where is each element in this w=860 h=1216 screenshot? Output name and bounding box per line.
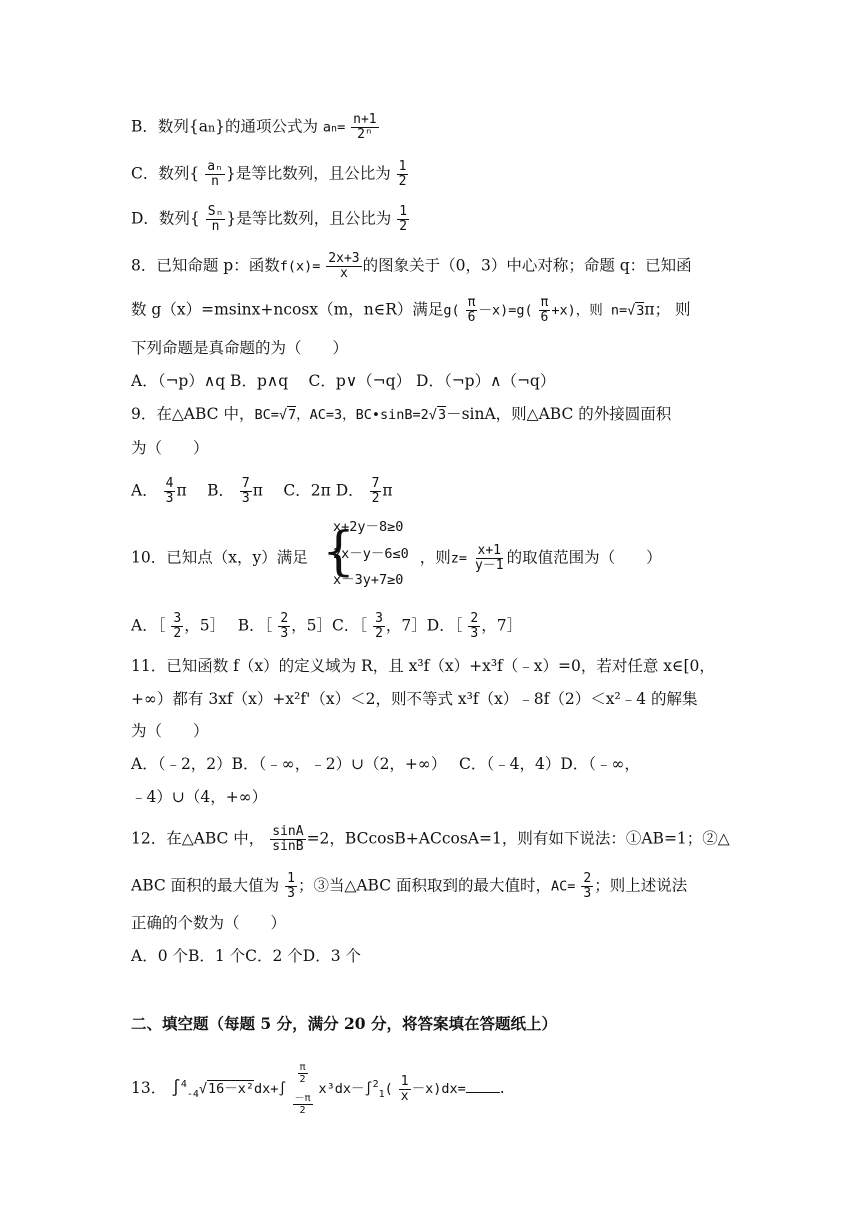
q7-option-c: C．数列{ $\frac{\text{aₙ}}{n}$ }是等比数列，且公比为 $\frac{1}{2}$: [131, 159, 407, 189]
q11-line-3: 为（ ）: [131, 722, 209, 740]
answer-blank[interactable]: [466, 1080, 500, 1093]
q12-options: A．0 个B．1 个C．2 个D．3 个: [131, 947, 362, 965]
q7-option-d: D．数列{ $\frac{\text{Sₙ}}{n}$ }是等比数列，且公比为 $\frac{1}{2}$: [131, 204, 408, 234]
q13-question: 13． ∫$^4_{-4}$√16－x²dx+∫ $\frac{\pi}{2}$ $\frac{-\pi}{2}$ x³dx－∫$^2_1$( $\frac{1}{x}$ －x)dx= .: [131, 1062, 505, 1116]
section-heading: 二、填空题（每题 5 分，满分 20 分，将答案填在答题纸上）: [131, 1014, 557, 1033]
system-row-2: 2x－y－6≤0: [333, 546, 409, 562]
q12-line-1: 12．在△ABC 中， $\frac{\sin A}{\sin B}$ =2，BCcosB+ACcosA=1，则有如下说法：①AB=1；②△: [131, 824, 730, 854]
q8-line-3: 下列命题是真命题的为（ ）: [131, 339, 349, 357]
q8-line-2: 数 g（x）=msinx+ncosx（m，n∈R）满足g( $\frac{\pi}{6}$ －x)=g( $\frac{\pi}{6}$ +x)，则 n=√3π； 则: [131, 295, 691, 325]
system-brace: {: [322, 522, 356, 582]
q12-line-3: 正确的个数为（ ）: [131, 914, 287, 932]
system-row-3: x－3y+7≥0: [333, 572, 404, 588]
formula-fraction: $\frac{\text{Sₙ}}{n}$: [207, 204, 224, 234]
q10-question: 10．已知点（x，y）满足 ，则z= $\frac{x+1}{y-1}$ 的取值范围为（ ）: [131, 543, 662, 573]
system-row-1: x+2y－8≥0: [333, 519, 404, 535]
q11-line-2: +∞）都有 3xf（x）+x²f'（x）＜2，则不等式 x³f（x）﹣8f（2）＜x²﹣4 的解集: [131, 690, 698, 708]
q8-options: A．（¬p）∧q B．p∧q C．p∨（¬q） D．（¬p）∧（¬q）: [131, 372, 556, 390]
ratio-fraction: $\frac{1}{2}$: [399, 204, 408, 234]
q9-line-1: 9．在△ABC 中，BC=√7，AC=3，BC•sinB=2√3－sinA，则△ABC 的外接圆面积: [131, 405, 672, 423]
q9-line-2: 为（ ）: [131, 439, 209, 457]
q8-line-1: 8．已知命题 p：函数f(x)= $\frac{2x+3}{x}$ 的图象关于（0，3）中心对称；命题 q：已知函: [131, 251, 692, 281]
q11-line-1: 11．已知函数 f（x）的定义域为 R，且 x³f（x）+x³f（﹣x）=0，若对任意 x∈[0，: [131, 657, 715, 675]
q12-line-2: ABC 面积的最大值为 $\frac{1}{3}$ ；③当△ABC 面积取到的最大值时，AC= $\frac{2}{3}$ ；则上述说法: [131, 871, 688, 901]
formula-fraction: $\frac{\text{aₙ}}{n}$: [207, 159, 223, 189]
q11-options-1: A．（﹣2，2）B．（﹣∞，﹣2）∪（2，+∞） C．（﹣4，4）D．（﹣∞，: [131, 755, 640, 773]
formula-fraction: $\frac{n+1}{\text{2ⁿ}}$: [353, 112, 377, 142]
q11-options-2: ﹣4）∪（4，+∞）: [131, 788, 268, 806]
q10-options: A．［ $\frac{3}{2}$ ，5］ B．［ $\frac{2}{3}$ ，5］C．［ $\frac{3}{2}$ ，7］D．［ $\frac{2}{3}$ ，7］: [131, 611, 523, 641]
ratio-fraction: $\frac{1}{2}$: [398, 159, 407, 189]
q7-option-b: B．数列{an}的通项公式为 an= $\frac{n+1}{\text{2ⁿ}}$: [131, 112, 377, 142]
q9-options: A． $\frac{4}{3}$ π B． $\frac{7}{3}$ π C．2π D． $\frac{7}{2}$ π: [131, 476, 393, 506]
